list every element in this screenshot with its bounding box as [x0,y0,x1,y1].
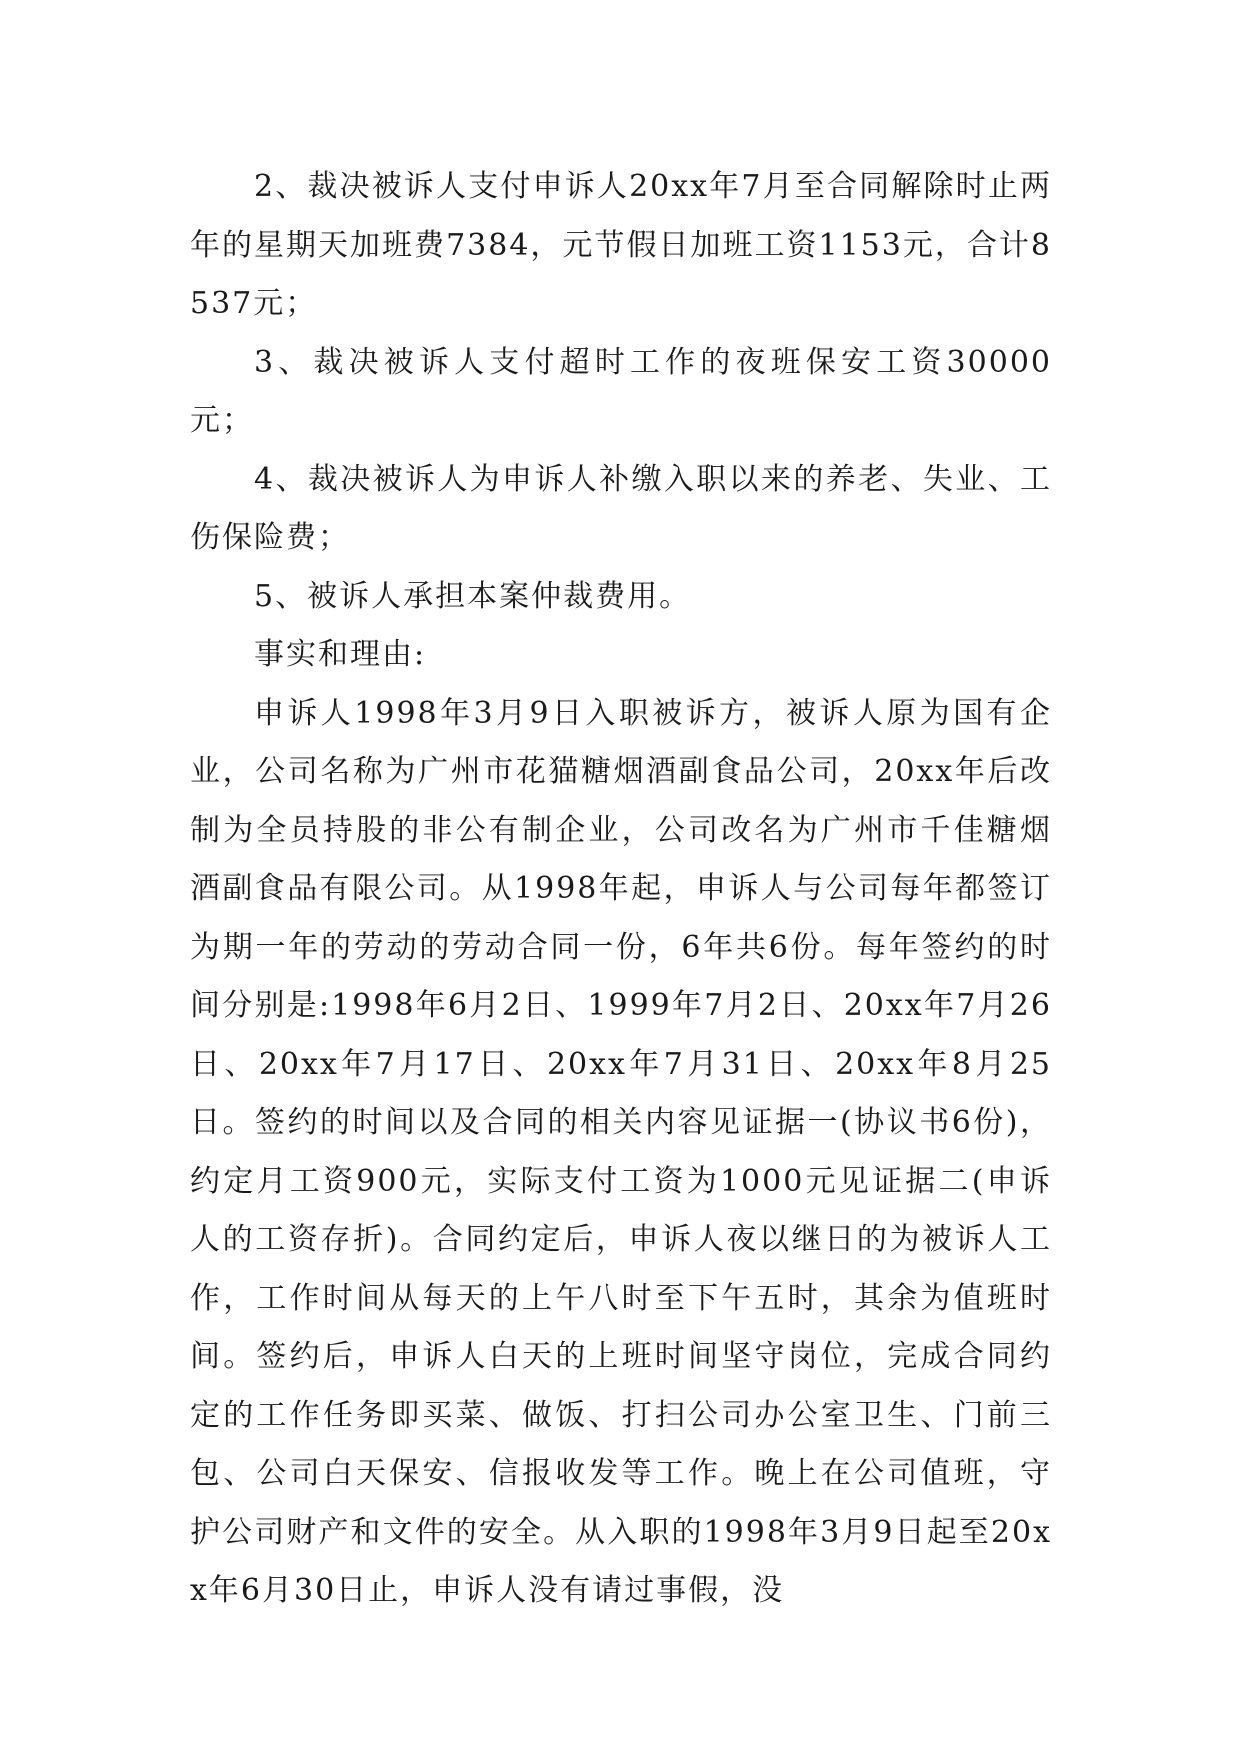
paragraph-claim-3: 3、裁决被诉人支付超时工作的夜班保安工资30000元； [190,344,1052,438]
paragraph-claim-2: 2、裁决被诉人支付申诉人20xx年7月至合同解除时止两年的星期天加班费7384，元节假日加班工资1153元，合计8537元； [190,169,1052,321]
paragraph-facts: 申诉人1998年3月9日入职被诉方，被诉人原为国有企业，公司名称为广州市花猫糖烟酒副食品公司，20xx年后改制为全员持股的非公有制企业，公司改名为广州市千佳糖烟酒副食品有限公司。从1998年起，申诉人与公司每年都签订为期一年的劳动的劳动合同一份，6年共6份。每年签约的时间分别是:1998年6月2日、1999年7月2日、20xx年7月26日、20xx年7月17日、20xx年7月31日、20xx年8月25日。签约的时间以及合同的相关内容见证据一(协议书6份)，约定月工资900元，实际支付工资为1000元见证据二(申诉人的工资存折)。合同约定后，申诉人夜以继日的为被诉人工作，工作时间从每天的上午八时至下午五时，其余为值班时间。签约后，申诉人白天的上班时间坚守岗位，完成合同约定的工作任务即买菜、做饭、打扫公司办公室卫生、门前三包、公司白天保安、信报收发等工作。晚上在公司值班，守护公司财产和文件的安全。从入职的1998年3月9日起至20xx年6月30日止，申诉人没有请过事假，没 [190,695,1052,1608]
document-body [190,158,1052,1621]
paragraph-claim-4: 4、裁决被诉人为申诉人补缴入职以来的养老、失业、工伤保险费； [190,461,1052,555]
section-heading-facts: 事实和理由: [254,637,427,672]
paragraph-claim-5: 5、被诉人承担本案仲裁费用。 [254,578,692,614]
